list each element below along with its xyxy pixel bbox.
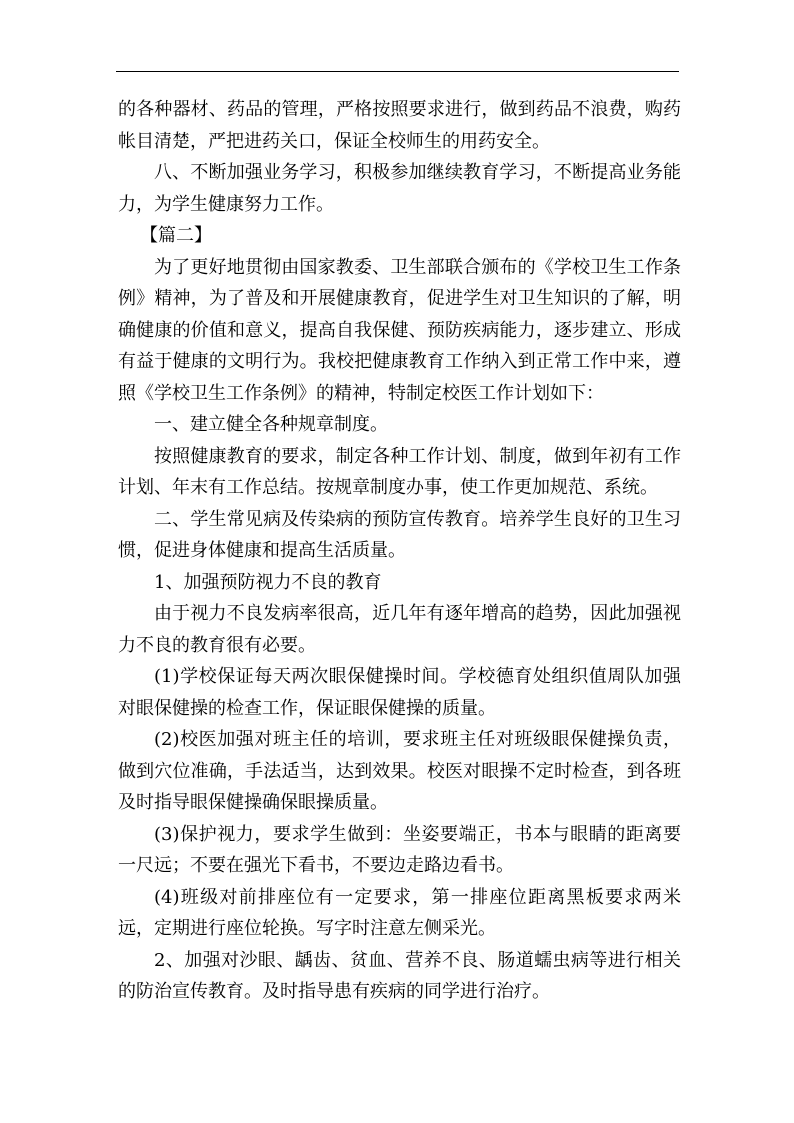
- paragraph-teacher-training: (2)校医加强对班主任的培训，要求班主任对班级眼保健操负责，做到穴位准确，手法适当，达到效果。校医对眼操不定时检查，到各班及时指导眼保健操确保眼操质量。: [118, 729, 681, 813]
- body-text: [118, 94, 681, 1008]
- paragraph-rules: 按照健康教育的要求，制定各种工作计划、制度，做到年初有工作计划、年末有工作总结。按规章制度办事，使工作更加规范、系统。: [118, 445, 681, 498]
- paragraph-protect-vision: (3)保护视力，要求学生做到：坐姿要端正，书本与眼睛的距离要一尺远；不要在强光下看书，不要边走路边看书。: [118, 823, 681, 876]
- paragraph-continuation: 的各种器材、药品的管理，严格按照要求进行，做到药品不浪费，购药帐目清楚，严把进药关口，保证全校师生的用药安全。: [118, 99, 681, 152]
- paragraph-eye-exercise-time: (1)学校保证每天两次眼保健操时间。学校德育处组织值周队加强对眼保健操的检查工作，保证眼保健操的质量。: [118, 666, 681, 719]
- paragraph-disease-prevention: 2、加强对沙眼、龋齿、贫血、营养不良、肠道蠕虫病等进行相关的防治宣传教育。及时指导患有疾病的同学进行治疗。: [118, 949, 681, 1002]
- paragraph-intro: 为了更好地贯彻由国家教委、卫生部联合颁布的《学校卫生工作条例》精神，为了普及和开展健康教育，促进学生对卫生知识的了解，明确健康的价值和意义，提高自我保健、预防疾病能力，逐步建立、形成有益于健康的文明行为。我校把健康教育工作纳入到正常工作中来，遵照《学校卫生工作条例》的精神，特制定校医工作计划如下：: [118, 256, 681, 404]
- paragraph-item-eight: 八、不断加强业务学习，积极参加继续教育学习，不断提高业务能力，为学生健康努力工作。: [118, 162, 681, 215]
- section-heading-part-two: 【篇二】: [140, 225, 212, 246]
- heading-item-two: 二、学生常见病及传染病的预防宣传教育。培养学生良好的卫生习惯，促进身体健康和提高生活质量。: [118, 508, 681, 561]
- header-rule: [116, 71, 679, 72]
- paragraph-seating: (4)班级对前排座位有一定要求，第一排座位距离黑板要求两米远，定期进行座位轮换。写字时注意左侧采光。: [118, 886, 681, 939]
- heading-item-one: 一、建立健全各种规章制度。: [154, 414, 388, 435]
- subheading-vision: 1、加强预防视力不良的教育: [154, 571, 382, 593]
- paragraph-vision-reason: 由于视力不良发病率很高，近几年有逐年增高的趋势，因此加强视力不良的教育很有必要。: [118, 603, 681, 656]
